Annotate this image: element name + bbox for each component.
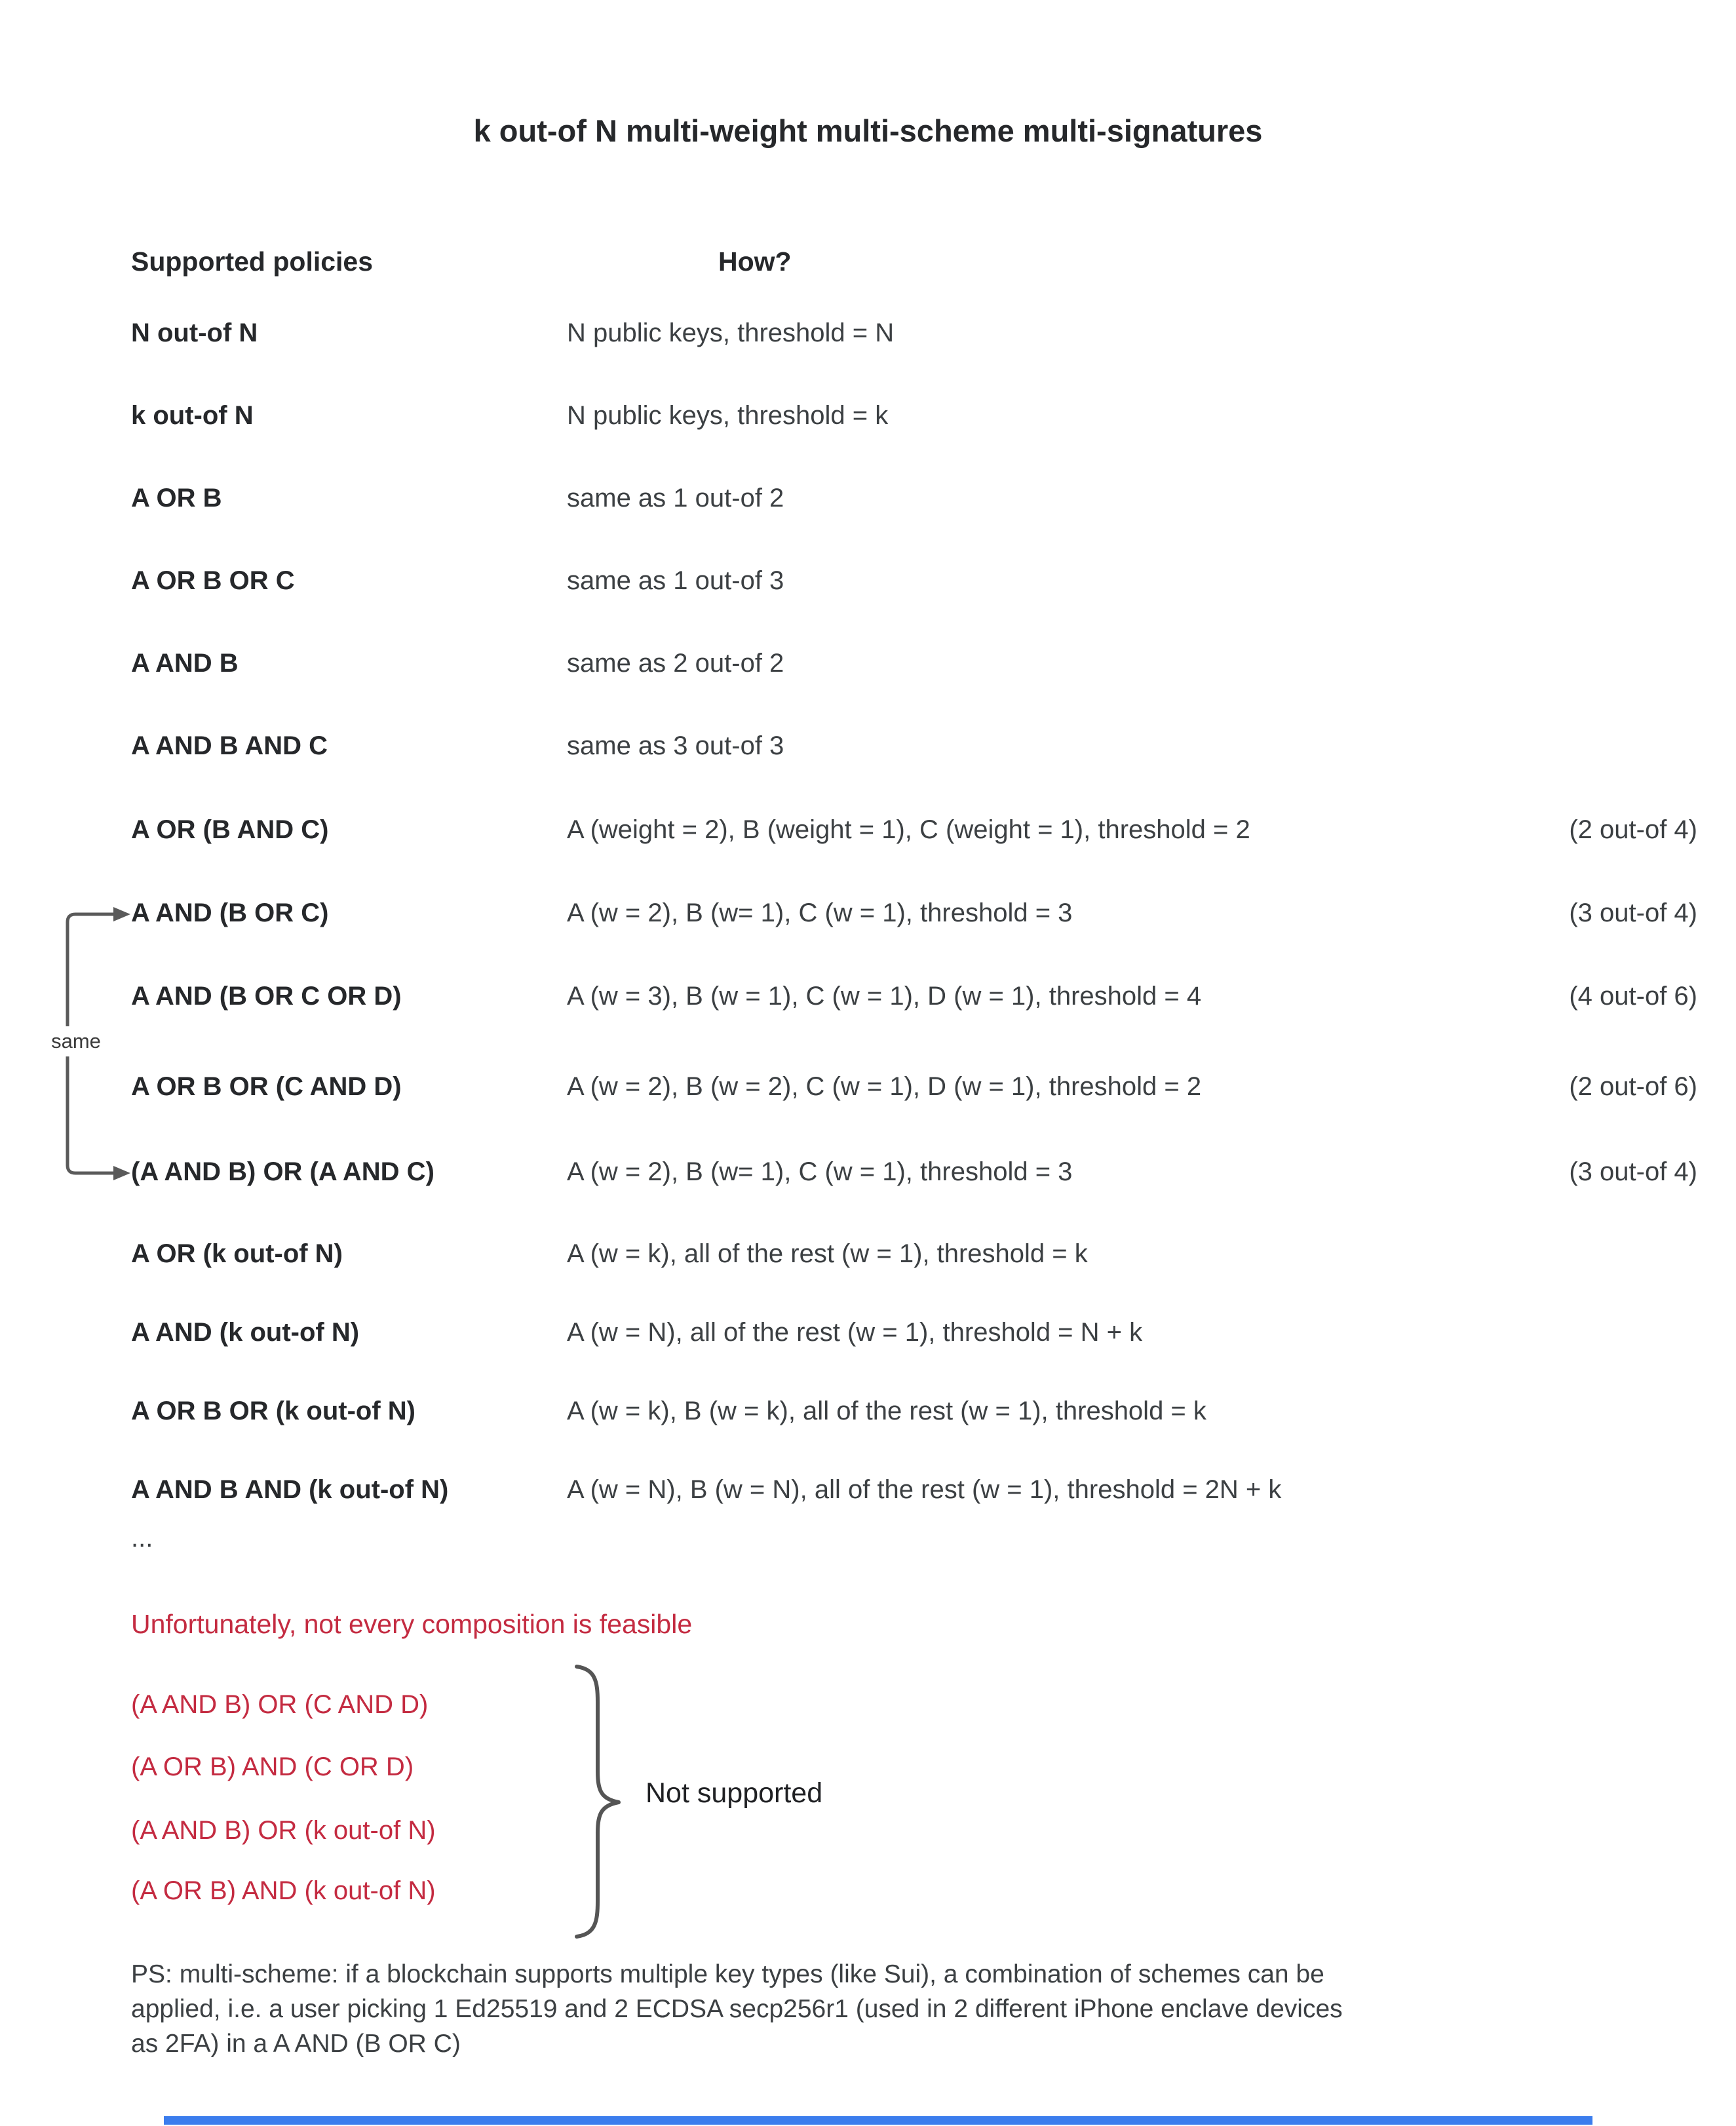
page-title: k out-of N multi-weight multi-scheme multi-signatures: [473, 113, 1263, 148]
how-cell: same as 2 out-of 2: [567, 649, 784, 678]
table-row: [131, 319, 1697, 350]
how-cell: A (w = 2), B (w = 2), C (w = 1), D (w = 1), threshold = 2: [567, 1072, 1202, 1101]
table-row: [131, 484, 1697, 515]
outof-note: (4 out-of 6): [1569, 982, 1697, 1011]
how-cell: A (w = k), all of the rest (w = 1), threshold = k: [567, 1239, 1088, 1268]
how-cell: same as 1 out-of 2: [567, 484, 784, 512]
policy-cell: A OR (B AND C): [131, 815, 329, 844]
not-feasible-item: (A OR B) AND (k out-of N): [131, 1876, 436, 1905]
column-header-supported-policies: Supported policies: [131, 246, 374, 277]
table-row: [131, 1239, 1697, 1271]
table-row: [131, 649, 1697, 680]
outof-note: (2 out-of 4): [1569, 815, 1697, 844]
how-cell: A (weight = 2), B (weight = 1), C (weight = 1), threshold = 2: [567, 815, 1250, 844]
ps-note: [131, 1957, 1343, 2061]
policy-cell: A AND B: [131, 649, 239, 678]
ellipsis-text: ...: [131, 1524, 153, 1553]
ps-line: as 2FA) in a A AND (B OR C): [131, 2030, 461, 2058]
table-row: [131, 1397, 1697, 1428]
how-cell: A (w = 2), B (w= 1), C (w = 1), threshold = 3: [567, 899, 1073, 927]
table-row: [131, 731, 1697, 763]
policy-cell: A OR B OR (k out-of N): [131, 1397, 416, 1425]
how-cell: same as 3 out-of 3: [567, 731, 784, 760]
how-cell: N public keys, threshold = k: [567, 401, 889, 430]
table-row: [131, 1157, 1697, 1189]
outof-note: (2 out-of 6): [1569, 1072, 1697, 1101]
how-cell: A (w = 2), B (w= 1), C (w = 1), threshold = 3: [567, 1157, 1073, 1186]
policy-cell: k out-of N: [131, 401, 254, 430]
bottom-blue-bar: [164, 2116, 1592, 2125]
table-row: [131, 899, 1697, 930]
how-cell: A (w = N), B (w = N), all of the rest (w = 1), threshold = 2N + k: [567, 1475, 1282, 1504]
policy-cell: N out-of N: [131, 319, 258, 347]
table-row: [131, 815, 1697, 847]
policy-cell: A OR B OR (C AND D): [131, 1072, 402, 1101]
not-feasible-heading: Unfortunately, not every composition is feasible: [131, 1609, 693, 1639]
arrowhead-bottom-icon: [113, 1166, 130, 1180]
outof-note: (3 out-of 4): [1569, 899, 1697, 927]
column-header-how: How?: [718, 246, 792, 277]
table-row: [131, 1318, 1697, 1349]
policy-cell: A AND (B OR C): [131, 899, 329, 927]
not-feasible-item: (A OR B) AND (C OR D): [131, 1752, 414, 1781]
how-cell: A (w = 3), B (w = 1), C (w = 1), D (w = 1), threshold = 4: [567, 982, 1202, 1011]
not-feasible-item: (A AND B) OR (C AND D): [131, 1690, 429, 1719]
not-feasible-item: (A AND B) OR (k out-of N): [131, 1816, 436, 1845]
ps-line: applied, i.e. a user picking 1 Ed25519 and 2 ECDSA secp256r1 (used in 2 different iPhone enclave devices: [131, 1995, 1343, 2023]
not-supported-brace: [569, 1661, 641, 1950]
policy-cell: A OR B OR C: [131, 566, 295, 595]
policy-cell: A AND (B OR C OR D): [131, 982, 402, 1011]
policy-cell: A AND B AND C: [131, 731, 328, 760]
how-cell: A (w = N), all of the rest (w = 1), threshold = N + k: [567, 1318, 1143, 1347]
how-cell: A (w = k), B (w = k), all of the rest (w = 1), threshold = k: [567, 1397, 1206, 1425]
policy-cell: A AND B AND (k out-of N): [131, 1475, 449, 1504]
table-row: [131, 1072, 1697, 1104]
policy-cell: A AND (k out-of N): [131, 1318, 360, 1347]
same-annotation-label: same: [38, 1026, 114, 1056]
how-cell: same as 1 out-of 3: [567, 566, 784, 595]
table-row: [131, 982, 1697, 1013]
outof-note: (3 out-of 4): [1569, 1157, 1697, 1186]
policy-cell: A OR (k out-of N): [131, 1239, 343, 1268]
table-row: [131, 401, 1697, 433]
ps-line: PS: multi-scheme: if a blockchain supports multiple key types (like Sui), a combination of schemes can be: [131, 1960, 1324, 1988]
table-row: [131, 566, 1697, 598]
policy-cell: (A AND B) OR (A AND C): [131, 1157, 434, 1186]
how-cell: N public keys, threshold = N: [567, 319, 895, 347]
table-row: [131, 1475, 1697, 1507]
policy-cell: A OR B: [131, 484, 222, 512]
arrowhead-top-icon: [113, 907, 130, 921]
not-supported-label: Not supported: [646, 1777, 823, 1809]
